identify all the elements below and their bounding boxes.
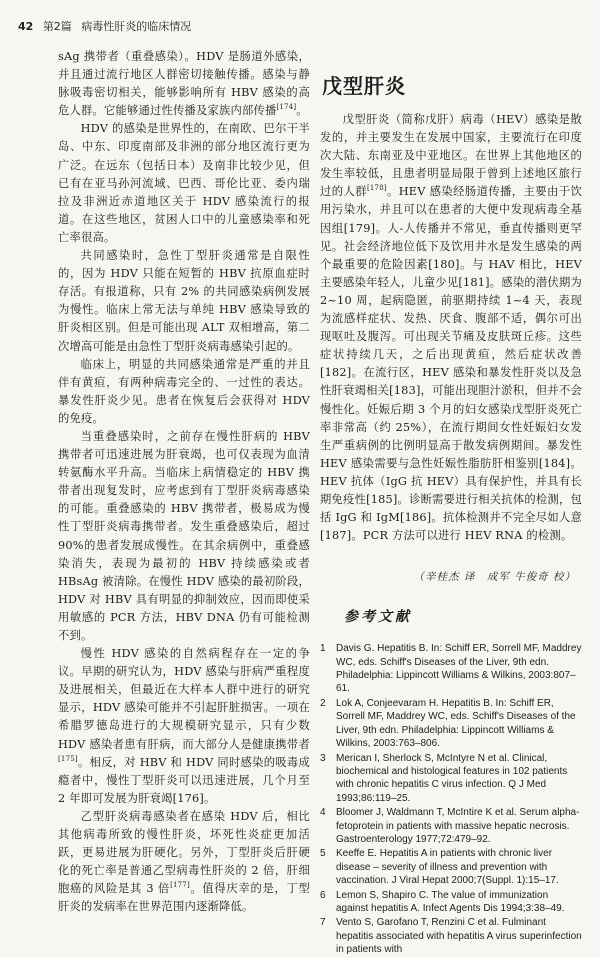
references-list xyxy=(320,642,582,956)
paragraph-text: sAg 携带者（重叠感染）。HDV 是肠道外感染，并且通过流行地区人群密切接触传播。感染与静脉吸毒密切相关，能够影响所有 HBV 感染的高危人群。它能够通过性传播及家族内部传播 xyxy=(58,50,310,118)
reference-text: Davis G. Hepatitis B. In: Schiff ER, Sorrell MF, Maddrey WC, eds. Schiff's Diseases of the Liver, 9th edn. Philadelphia: Lippincott Williams & Wilkins, 2003:807–61. xyxy=(336,643,582,695)
reference-number: 5 xyxy=(320,848,326,860)
reference-text: Vento S, Garofano T, Renzini C et al. Fulminant hepatitis associated with hepatitis A virus superinfection in patients with xyxy=(336,917,582,956)
reference-text: Lok A, Conjeevaram H. Hepatitis B. In: Schiff ER, Sorrell MF, Maddrey WC, eds. Schiff's Diseases of the Liver, 9th edn. Philadelphia: Lippincott Williams & Wilkins, 2003:763–806. xyxy=(336,697,576,750)
reference-text: Lemon S, Shapiro C. The value of immunization against hepatitis A. Infect Agents Dis 1994;3:38–49. xyxy=(336,889,565,914)
reference-item xyxy=(320,916,582,956)
paragraph xyxy=(58,808,310,917)
page-header xyxy=(18,18,582,38)
paragraph xyxy=(58,48,310,120)
reference-item xyxy=(320,642,582,696)
translator-credit: （辛桂杰 译 成军 牛俊奇 校） xyxy=(413,571,576,584)
paragraph-text: 戊型肝炎（简称戊肝）病毒（HEV）感染是散发的，并主要发生在发展中国家，主要流行在印度次大陆、东南亚及中亚地区。在世界上其他地区的发生率较低，且患者明显局限于曾到上述地区旅行过的人群 xyxy=(320,113,582,199)
reference-item xyxy=(320,889,582,916)
paragraph-tail: 。 xyxy=(296,104,308,118)
paragraph xyxy=(58,247,310,356)
citation-ref: [175] xyxy=(58,754,78,763)
reference-item xyxy=(320,752,582,806)
paragraph-text: 临床上，明显的共同感染通常是严重的并且伴有黄疸，有两种病毒完全的、一过性的表达。暴发性肝炎少见。患者在恢复后会获得对 HDV 的免疫。 xyxy=(58,357,310,425)
reference-number: 3 xyxy=(320,752,326,764)
paragraph xyxy=(58,428,310,645)
citation-ref: [177] xyxy=(170,881,190,890)
chapter-title: 病毒性肝炎的临床情况 xyxy=(81,20,192,33)
reference-number: 7 xyxy=(320,917,326,929)
paragraph-tail: 。相反，对 HBV 和 HDV 同时感染的吸毒成瘾者中，慢性丁型肝炎可以迅速进展，几个月至 2 年即可发展为肝衰竭[176]。 xyxy=(58,755,310,805)
reference-number: 4 xyxy=(320,807,326,819)
right-column xyxy=(320,48,582,958)
paragraph-text: 慢性 HDV 感染的自然病程存在一定的争议。早期的研究认为，HDV 感染与肝病严重程度及进展相关，但最近在大样本人群中进行的研究显示，HDV 感染可能并不引起肝脏损害。一项在希腊罗德岛进行的大规模研究显示，只有少数 HDV 感染者患有肝病，而大部分人是健康携带者 xyxy=(58,647,310,751)
paragraph-text: 共同感染时，急性丁型肝炎通常是自限性的，因为 HDV 只能在短暂的 HBV 抗原血症时存活。有报道称，只有 2% 的共同感染病例发展为慢性。临床上常无法与单纯 HBV 感染导致的肝炎相区别。但是可能出现 ALT 双相增高，第二次增高可能是由急性丁型肝炎病毒感染引起的。 xyxy=(58,249,310,353)
section-label: 第2篇 xyxy=(42,20,72,33)
paragraph-text: HDV 的感染是世界性的，在南欧、巴尔干半岛、中东、印度南部及非洲的部分地区流行更为广泛。在远东（包括日本）及南非比较少见，但已有在亚马孙河流域、巴西、哥伦比亚、委内瑞拉及非洲近赤道地区关于 HDV 感染流行的报道。在这些地区，贫困人口中的儿童感染率和死亡率很高。 xyxy=(58,122,310,244)
paragraph-text: 乙型肝炎病毒感染者在感染 HDV 后，相比其他病毒所致的慢性肝炎，坏死性炎症更加活跃，更易进展为肝硬化。另外，丁型肝炎后肝硬化的死亡率是普通乙型病毒性肝炎的 2 倍，肝细胞癌的风险是其 3 倍 xyxy=(58,809,310,896)
paragraph-text: 当重叠感染时，之前存在慢性肝病的 HBV 携带者可迅速进展为肝衰竭，也可仅表现为血清转氨酶水平升高。当临床上病情稳定的 HBV 携带者出现复发时，应考虑到有丁型肝炎病毒感染的可能。重叠感染的 HBV 携带者，极易成为慢性丁型肝炎病毒携带者。发生重叠感染后，超过 90%的患者发展成慢性。在其余病例中，重叠感染消失，表现为最初的 HBV 持续感染或者 HBsAg 被清除。在慢性 HDV 感染的最初阶段，HDV 对 HBV 具有明显的抑制效应，因而即使采用敏感的 PCR 方法，HBV DNA 仍有可能检测不到。 xyxy=(58,429,310,642)
references-heading: 参考文献 xyxy=(344,609,412,626)
paragraph xyxy=(320,111,582,545)
hepatitis-e-text xyxy=(320,111,582,545)
paragraph xyxy=(58,645,310,808)
reference-text: Keeffe E. Hepatitis A in patients with chronic liver disease – severity of illness and prevention with vaccination. J Viral Hepat 2000;7(Suppl. 1):15–17. xyxy=(336,848,559,887)
paragraph-tail: 。值得庆幸的是，丁型肝炎的发病率在世界范围内逐渐降低。 xyxy=(58,882,310,914)
reference-number: 2 xyxy=(320,697,326,709)
reference-text: Bloomer J, Waldmann T, McIntire K et al. Serum alpha-fetoprotein in patients with massive hepatic necrosis. Gastroenterology 1977;72:479–92. xyxy=(336,807,580,845)
reference-number: 6 xyxy=(320,889,326,901)
reference-item xyxy=(320,806,582,846)
reference-item xyxy=(320,697,582,751)
section-heading: 戊型肝炎 xyxy=(322,74,406,98)
reference-number: 1 xyxy=(320,643,326,655)
page-number: 42 xyxy=(18,20,34,33)
reference-text: Merican I, Sherlock S, McIntyre N et al. Clinical, biochemical and histological features in 102 patients with chronic hepatitis C virus infection. Q J Med 1993;86:119–25. xyxy=(336,752,568,804)
reference-item xyxy=(320,847,582,887)
paragraph xyxy=(58,356,310,428)
paragraph-tail: 。HEV 感染经肠道传播，主要由于饮用污染水，并且可以在患者的大便中发现病毒全基因组[179]。人-人传播并不常见，垂直传播则更罕见。社会经济地位低下及饮用井水是发生感染的两个最重要的危险因素[180]。与 HAV 相比，HEV 主要感染年轻人，儿童少见[181]。感染的潜伏期为 2~10 周，起病隐匿，前驱期持续 1~4 天，表现为流感样症状、发热、厌食、腹部不适，偶尔可出现呕吐及腹泻。可出现关节痛及皮肤斑丘疹。这些症状持续几天，之后出现黄疸，然后症状改善[182]。在流行区，HEV 感染和暴发性肝炎以及急性肝衰竭相关[183]，可能出现胆汁淤积，但并不会慢性化。妊娠后期 3 个月的妇女感染戊型肝炎死亡率非常高（约 25%），在流行期间女性妊娠妇女发生严重病例的比例明显高于散发病例期间。暴发性 HEV 感染需要与急性妊娠性脂肪肝相鉴别[184]。HEV 抗体（IgG 抗 HEV）具有保护性，并具有长期免疫性[185]。诊断需要进行相关抗体的检测，包括 IgG 和 IgM[186]。抗体检测并不完全尽如人意[187]。PCR 方法可以进行 HEV RNA 的检测。 xyxy=(320,185,582,543)
left-column xyxy=(58,48,310,917)
paragraph xyxy=(58,120,310,247)
citation-ref: [178] xyxy=(366,184,387,193)
citation-ref: [174] xyxy=(276,103,297,112)
